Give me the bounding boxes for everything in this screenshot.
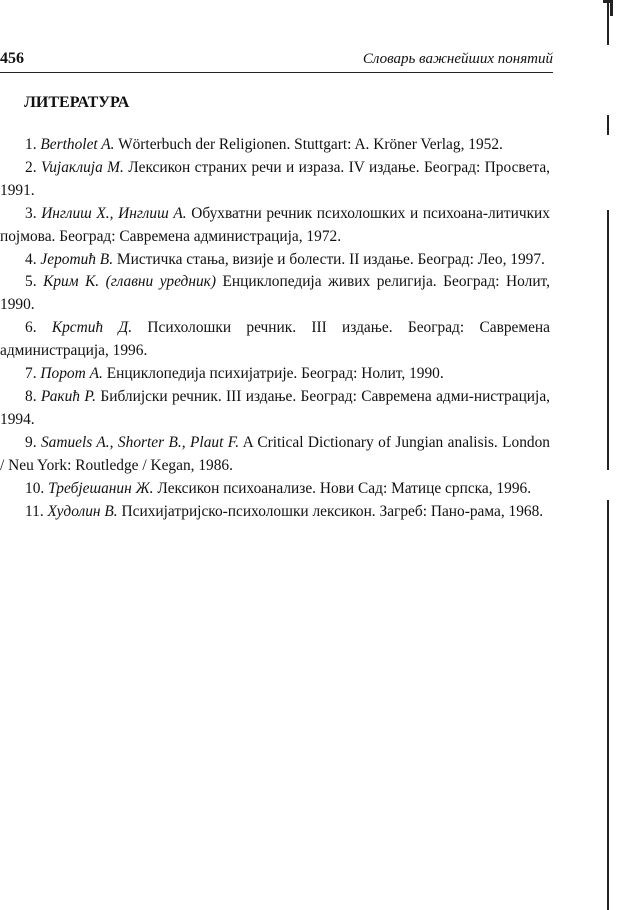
reference-item [0,157,550,203]
reference-number: 5. [25,273,37,291]
reference-item [0,501,550,524]
reference-item [0,386,550,432]
reference-number: 8. [25,387,37,405]
reference-number: 2. [25,158,37,176]
reference-item [0,203,550,249]
reference-number: 7. [25,365,37,383]
reference-item [0,134,550,157]
reference-text: Мистичка стања, визије и болести. II издање. Београд: Лео, 1997. [116,250,545,268]
reference-text: Енциклопедија живих религија. Београд: Нолит, 1990. [0,273,550,314]
page-number: 456 [0,50,24,67]
reference-text: Лексикон психоанализе. Нови Сад: Матице српска, 1996. [157,479,532,497]
reference-item [0,432,550,478]
page-edge-line [607,115,609,135]
reference-item [0,363,550,386]
reference-number: 10. [25,479,45,497]
running-title: Словарь важнейших понятий [362,51,553,67]
reference-author: Vujaклија M. [40,158,124,176]
reference-item [0,478,550,501]
reference-text: Психолошки речник. III издање. Београд: Савремена администрација, 1996. [0,319,550,360]
reference-author: Инглиш Х., Инглиш А. [41,204,187,222]
reference-number: 4. [25,250,37,268]
reference-author: Крим К. (главни уредник) [43,273,216,291]
section-heading: ЛИТЕРАТУРА [24,94,130,111]
reference-number: 11. [25,502,44,520]
page-header [0,50,553,73]
reference-item [0,249,550,272]
reference-text: Лексикон страних речи и израза. IV издање. Београд: Просвета, 1991. [0,158,550,199]
reference-number: 9. [25,433,37,451]
reference-number: 3. [25,204,37,222]
reference-author: Bertholet A. [40,136,115,153]
page-edge-line [607,500,609,910]
reference-author: Крстић Д. [51,319,133,337]
reference-author: Требјешанин Ж. [48,479,154,497]
reference-author: Худолин В. [47,502,118,520]
reference-text: A Critical Dictionary of Jungian analisis. London / Neu York: Routledge / Kegan, 1986. [0,433,550,474]
reference-author: Samuels A., Shorter B., Plaut F. [40,433,240,451]
reference-number: 6. [25,319,37,337]
reference-author: Ракић Р. [40,387,97,405]
reference-text: Wörterbuch der Religionen. Stuttgart: A. Kröner Verlag, 1952. [118,136,503,153]
reference-text: Библијски речник. III издање. Београд: Савремена адми-нистрација, 1994. [0,387,550,428]
reference-author: Јеротић В. [40,250,114,268]
page-edge-line [607,0,609,45]
reference-text: Психијатријско-психолошки лексикон. Загреб: Пано-рама, 1968. [121,502,544,520]
reference-item [0,317,550,363]
reference-author: Порот А. [40,365,103,383]
reference-text: Обухватни речник психолошких и психоана-литичких појмова. Београд: Савремена администрација, 1972. [0,204,550,245]
reference-item [0,271,550,317]
reference-list [0,134,550,523]
reference-text: Енциклопедија психијатрије. Београд: Нолит, 1990. [106,365,444,383]
reference-number: 1. [25,136,37,153]
page-edge-line [607,210,609,470]
